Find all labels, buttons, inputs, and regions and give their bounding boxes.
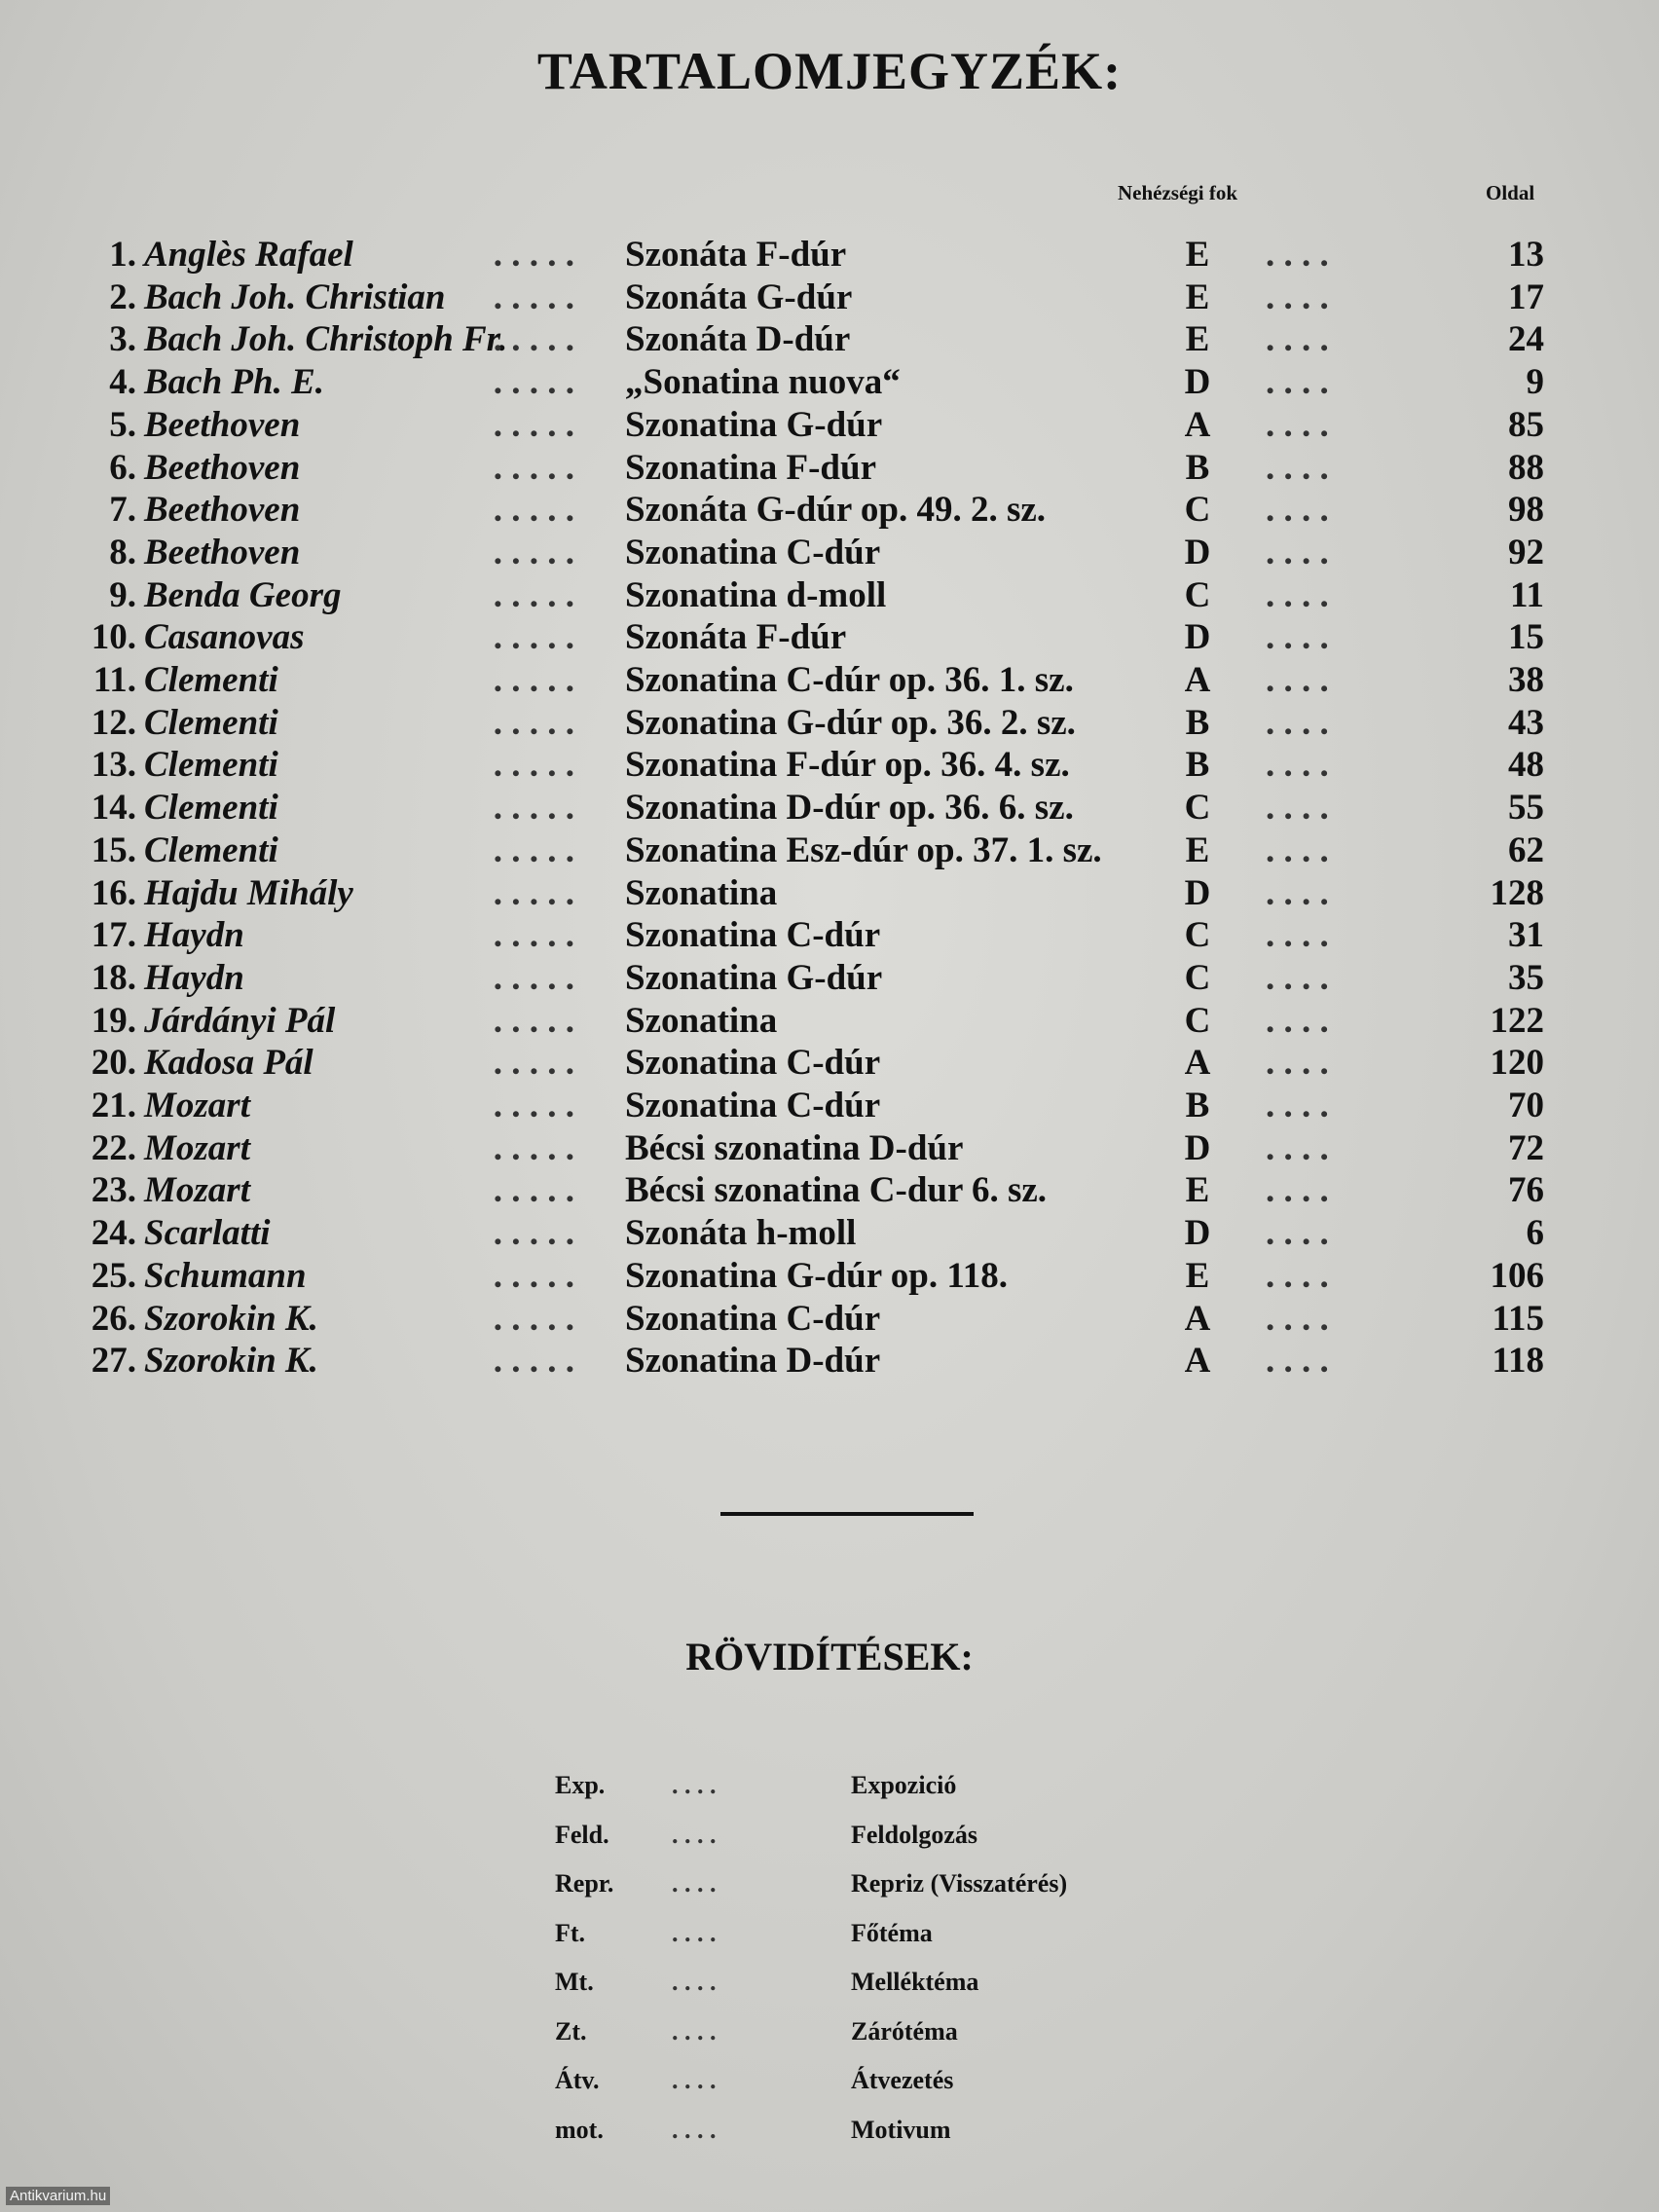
toc-difficulty: C <box>1184 490 1211 531</box>
toc-difficulty: E <box>1185 319 1210 360</box>
leader-dots: . . . . <box>1266 957 1329 998</box>
toc-work: Szonatina C-dúr <box>625 1086 881 1125</box>
toc-row <box>0 1212 1659 1255</box>
toc-work: Szonatina G-dúr <box>625 404 883 445</box>
toc-composer: Beethoven <box>144 404 301 445</box>
toc-page: 6 <box>1526 1213 1544 1254</box>
leader-dots: . . . . <box>1266 1086 1329 1125</box>
toc-number: 16. <box>91 872 136 913</box>
toc-work: Bécsi szonatina C-dur 6. sz. <box>625 1170 1048 1211</box>
leader-dots: . . . . . <box>493 872 574 913</box>
leader-dots: . . . . <box>1266 660 1329 700</box>
toc-page: 98 <box>1508 490 1544 531</box>
toc-row <box>0 404 1659 447</box>
toc-row <box>0 1298 1659 1341</box>
toc-row <box>0 532 1659 574</box>
toc-number: 6. <box>109 447 136 488</box>
abbreviation-row <box>0 1914 1659 1953</box>
leader-dots: . . . . <box>1266 362 1329 403</box>
toc-row <box>0 276 1659 319</box>
toc-work: Szonatina F-dúr op. 36. 4. sz. <box>625 745 1070 786</box>
leader-dots: . . . . <box>1266 1298 1329 1339</box>
leader-dots: . . . . <box>1266 702 1329 743</box>
leader-dots: . . . . <box>672 2016 717 2046</box>
leader-dots: . . . . . <box>493 1298 574 1339</box>
leader-dots: . . . . <box>1266 490 1329 531</box>
toc-composer: Haydn <box>144 957 244 998</box>
toc-composer: Bach Joh. Christian <box>144 276 446 317</box>
toc-difficulty: D <box>1184 872 1211 913</box>
leader-dots: . . . . . <box>493 1000 574 1041</box>
abbreviation-key: Repr. <box>555 1869 614 1898</box>
leader-dots: . . . . <box>1266 617 1329 658</box>
leader-dots: . . . . <box>1266 788 1329 829</box>
toc-difficulty: C <box>1184 915 1211 956</box>
leader-dots: . . . . <box>672 2066 717 2094</box>
leader-dots: . . . . <box>1266 235 1329 275</box>
toc-work: Szonáta G-dúr op. 49. 2. sz. <box>625 490 1047 531</box>
toc-work: Szonáta h-moll <box>625 1213 857 1254</box>
abbreviation-value: Feldolgozás <box>851 1820 977 1849</box>
toc-work: Szonatina Esz-dúr op. 37. 1. sz. <box>625 830 1102 870</box>
toc-page: 55 <box>1508 788 1544 829</box>
leader-dots: . . . . <box>1266 574 1329 615</box>
leader-dots: . . . . . <box>493 235 574 275</box>
toc-work: Szonatina G-dúr <box>625 957 883 998</box>
leader-dots: . . . . . <box>493 490 574 531</box>
abbreviation-row <box>0 2012 1659 2051</box>
toc-page: 76 <box>1508 1170 1544 1211</box>
toc-difficulty: C <box>1184 788 1211 829</box>
toc-work: Szonatina C-dúr <box>625 532 881 572</box>
toc-composer: Haydn <box>144 915 244 956</box>
toc-composer: Beethoven <box>144 447 301 488</box>
toc-work: Szonatina G-dúr op. 36. 2. sz. <box>625 702 1076 743</box>
toc-page: 35 <box>1508 957 1544 998</box>
toc-page: 17 <box>1508 276 1544 317</box>
toc-number: 13. <box>91 745 136 786</box>
toc-composer: Járdányi Pál <box>144 1000 336 1041</box>
toc-difficulty: A <box>1184 1298 1211 1339</box>
toc-number: 5. <box>109 404 136 445</box>
toc-composer: Schumann <box>144 1255 307 1296</box>
leader-dots: . . . . . <box>493 1127 574 1168</box>
toc-number: 19. <box>91 1000 136 1041</box>
leader-dots: . . . . <box>1266 915 1329 956</box>
toc-row <box>0 830 1659 872</box>
abbreviation-row <box>0 1816 1659 1855</box>
toc-composer: Beethoven <box>144 490 301 531</box>
abbreviation-key: Átv. <box>555 2066 600 2094</box>
toc-number: 3. <box>109 319 136 360</box>
toc-work: Szonatina C-dúr <box>625 1298 881 1339</box>
toc-page: 118 <box>1492 1341 1544 1382</box>
leader-dots: . . . . . <box>493 574 574 615</box>
leader-dots: . . . . <box>1266 1341 1329 1382</box>
toc-number: 10. <box>91 617 136 658</box>
toc-number: 20. <box>91 1043 136 1084</box>
leader-dots: . . . . <box>672 1918 717 1947</box>
toc-row <box>0 1000 1659 1043</box>
toc-row <box>0 1085 1659 1127</box>
leader-dots: . . . . . <box>493 532 574 572</box>
toc-number: 12. <box>91 702 136 743</box>
toc-difficulty: E <box>1185 1255 1210 1296</box>
toc-composer: Hajdu Mihály <box>144 872 353 913</box>
toc-page: 128 <box>1490 872 1544 913</box>
toc-row <box>0 489 1659 532</box>
toc-number: 24. <box>91 1213 136 1254</box>
toc-work: Bécsi szonatina D-dúr <box>625 1127 964 1168</box>
toc-work: Szonatina D-dúr <box>625 1341 881 1382</box>
leader-dots: . . . . <box>1266 830 1329 870</box>
leader-dots: . . . . <box>1266 1043 1329 1084</box>
leader-dots: . . . . . <box>493 404 574 445</box>
section-divider <box>720 1512 974 1516</box>
toc-difficulty: D <box>1184 1127 1211 1168</box>
leader-dots: . . . . <box>672 1820 717 1849</box>
toc-number: 2. <box>109 276 136 317</box>
toc-composer: Szorokin K. <box>144 1298 318 1339</box>
leader-dots: . . . . . <box>493 1170 574 1211</box>
toc-number: 23. <box>91 1170 136 1211</box>
toc-number: 8. <box>109 532 136 572</box>
leader-dots: . . . . . <box>493 1255 574 1296</box>
toc-composer: Scarlatti <box>144 1213 271 1254</box>
leader-dots: . . . . . <box>493 745 574 786</box>
toc-row <box>0 787 1659 830</box>
toc-page: 24 <box>1508 319 1544 360</box>
toc-row <box>0 616 1659 659</box>
leader-dots: . . . . <box>672 1968 717 1996</box>
toc-composer: Benda Georg <box>144 574 342 615</box>
toc-difficulty: B <box>1185 745 1210 786</box>
leader-dots: . . . . <box>1266 1000 1329 1041</box>
leader-dots: . . . . . <box>493 702 574 743</box>
toc-work: Szonatina d-moll <box>625 574 887 615</box>
leader-dots: . . . . <box>1266 447 1329 488</box>
toc-row <box>0 1255 1659 1298</box>
leader-dots: . . . . . <box>493 319 574 360</box>
leader-dots: . . . . <box>1266 1213 1329 1254</box>
toc-composer: Clementi <box>144 702 278 743</box>
leader-dots: . . . . . <box>493 788 574 829</box>
watermark: Antikvarium.hu <box>6 2187 110 2205</box>
toc-composer: Szorokin K. <box>144 1341 318 1382</box>
toc-difficulty: E <box>1185 830 1210 870</box>
toc-row <box>0 361 1659 404</box>
toc-composer: Mozart <box>144 1086 250 1125</box>
toc-page: 43 <box>1508 702 1544 743</box>
abbreviation-key: Zt. <box>555 2016 587 2046</box>
leader-dots: . . . . <box>1266 532 1329 572</box>
abbreviation-row <box>0 1864 1659 1903</box>
toc-composer: Clementi <box>144 745 278 786</box>
toc-difficulty: D <box>1184 617 1211 658</box>
toc-composer: Bach Ph. E. <box>144 362 325 403</box>
abbreviation-row <box>0 2061 1659 2100</box>
toc-difficulty: C <box>1184 1000 1211 1041</box>
leader-dots: . . . . . <box>493 276 574 317</box>
toc-page: 48 <box>1508 745 1544 786</box>
toc-work: Szonatina <box>625 1000 778 1041</box>
leader-dots: . . . . <box>672 1771 717 1799</box>
toc-page: 70 <box>1508 1086 1544 1125</box>
toc-composer: Bach Joh. Christoph Fr. <box>144 319 508 360</box>
toc-number: 25. <box>91 1255 136 1296</box>
abbreviation-key: mot. <box>555 2115 604 2144</box>
leader-dots: . . . . <box>1266 276 1329 317</box>
toc-number: 11. <box>92 660 136 700</box>
toc-row <box>0 318 1659 361</box>
toc-number: 21. <box>91 1086 136 1125</box>
toc-number: 18. <box>91 957 136 998</box>
leader-dots: . . . . <box>672 2115 717 2144</box>
toc-page: 15 <box>1508 617 1544 658</box>
abbreviation-row <box>0 1766 1659 1805</box>
toc-composer: Beethoven <box>144 532 301 572</box>
toc-difficulty: C <box>1184 574 1211 615</box>
toc-work: Szonatina C-dúr <box>625 1043 881 1084</box>
toc-page: 13 <box>1508 235 1544 275</box>
toc-number: 1. <box>109 235 136 275</box>
leader-dots: . . . . <box>672 1869 717 1898</box>
toc-row <box>0 1169 1659 1212</box>
leader-dots: . . . . . <box>493 617 574 658</box>
page-column-header: Oldal <box>1486 181 1535 204</box>
toc-difficulty: A <box>1184 404 1211 445</box>
toc-number: 22. <box>91 1127 136 1168</box>
leader-dots: . . . . . <box>493 447 574 488</box>
toc-page: 9 <box>1526 362 1544 403</box>
toc-composer: Anglès Rafael <box>144 235 353 275</box>
leader-dots: . . . . <box>1266 872 1329 913</box>
toc-number: 17. <box>91 915 136 956</box>
toc-row <box>0 914 1659 957</box>
toc-page: 92 <box>1508 532 1544 572</box>
toc-difficulty: A <box>1184 1043 1211 1084</box>
abbreviation-value: Melléktéma <box>851 1968 979 1996</box>
leader-dots: . . . . . <box>493 957 574 998</box>
toc-difficulty: E <box>1185 1170 1210 1211</box>
toc-composer: Mozart <box>144 1127 250 1168</box>
toc-difficulty: B <box>1185 447 1210 488</box>
abbreviation-value: Repriz (Visszatérés) <box>851 1869 1068 1898</box>
toc-number: 7. <box>109 490 136 531</box>
abbreviation-value: Főtéma <box>851 1918 933 1947</box>
toc-composer: Clementi <box>144 830 278 870</box>
toc-work: Szonatina <box>625 872 778 913</box>
toc-page: 120 <box>1490 1043 1544 1084</box>
abbreviation-key: Feld. <box>555 1820 609 1849</box>
abbreviation-value: Expozició <box>851 1771 957 1799</box>
toc-difficulty: D <box>1184 362 1211 403</box>
page-title: TARTALOMJEGYZÉK: <box>536 42 1123 100</box>
toc-composer: Casanovas <box>144 617 305 658</box>
toc-row <box>0 1042 1659 1085</box>
toc-page: 62 <box>1508 830 1544 870</box>
toc-row <box>0 1127 1659 1170</box>
toc-difficulty: B <box>1185 1086 1210 1125</box>
leader-dots: . . . . . <box>493 1213 574 1254</box>
abbreviation-key: Exp. <box>555 1771 606 1799</box>
leader-dots: . . . . . <box>493 1086 574 1125</box>
leader-dots: . . . . <box>1266 1170 1329 1211</box>
toc-page: 72 <box>1508 1127 1544 1168</box>
toc-composer: Clementi <box>144 788 278 829</box>
leader-dots: . . . . <box>1266 1127 1329 1168</box>
toc-page: 106 <box>1490 1255 1544 1296</box>
toc-difficulty: E <box>1185 276 1210 317</box>
toc-difficulty: C <box>1184 957 1211 998</box>
toc-composer: Clementi <box>144 660 278 700</box>
toc-row <box>0 744 1659 787</box>
toc-difficulty: D <box>1184 1213 1211 1254</box>
toc-page: 122 <box>1490 1000 1544 1041</box>
leader-dots: . . . . . <box>493 660 574 700</box>
toc-page: 11 <box>1510 574 1544 615</box>
toc-difficulty: A <box>1184 660 1211 700</box>
toc-work: Szonatina G-dúr op. 118. <box>625 1255 1009 1296</box>
toc-work: Szonatina C-dúr <box>625 915 881 956</box>
toc-number: 15. <box>91 830 136 870</box>
toc-difficulty: D <box>1184 532 1211 572</box>
leader-dots: . . . . <box>1266 319 1329 360</box>
abbreviation-value: Zárótéma <box>851 2016 958 2046</box>
abbreviation-value: Motivum <box>851 2115 951 2144</box>
abbreviation-value: Átvezetés <box>851 2066 954 2094</box>
leader-dots: . . . . . <box>493 362 574 403</box>
toc-number: 9. <box>109 574 136 615</box>
abbreviation-row <box>0 2111 1659 2150</box>
leader-dots: . . . . <box>1266 745 1329 786</box>
leader-dots: . . . . . <box>493 830 574 870</box>
toc-row <box>0 1340 1659 1382</box>
abbreviation-key: Mt. <box>555 1968 594 1996</box>
toc-page: 38 <box>1508 660 1544 700</box>
leader-dots: . . . . <box>1266 404 1329 445</box>
toc-difficulty: B <box>1185 702 1210 743</box>
toc-difficulty: A <box>1184 1341 1211 1382</box>
toc-number: 26. <box>91 1298 136 1339</box>
toc-work: Szonáta D-dúr <box>625 319 851 360</box>
leader-dots: . . . . . <box>493 1043 574 1084</box>
abbreviation-key: Ft. <box>555 1918 586 1947</box>
toc-work: „Sonatina nuova“ <box>625 362 901 403</box>
toc-row <box>0 574 1659 617</box>
toc-page: 88 <box>1508 447 1544 488</box>
toc-number: 14. <box>91 788 136 829</box>
toc-work: Szonáta F-dúr <box>625 617 847 658</box>
toc-row <box>0 957 1659 1000</box>
toc-work: Szonatina F-dúr <box>625 447 877 488</box>
abbreviation-row <box>0 1963 1659 2002</box>
toc-composer: Mozart <box>144 1170 250 1211</box>
toc-row <box>0 447 1659 490</box>
toc-number: 27. <box>91 1341 136 1382</box>
toc-work: Szonatina C-dúr op. 36. 1. sz. <box>625 660 1074 700</box>
toc-row <box>0 659 1659 702</box>
toc-work: Szonáta G-dúr <box>625 276 853 317</box>
leader-dots: . . . . . <box>493 1341 574 1382</box>
toc-page: 85 <box>1508 404 1544 445</box>
toc-work: Szonáta F-dúr <box>625 235 847 275</box>
toc-row <box>0 872 1659 915</box>
toc-row <box>0 234 1659 276</box>
toc-page: 31 <box>1508 915 1544 956</box>
toc-difficulty: E <box>1185 235 1210 275</box>
abbreviations-title: RÖVIDÍTÉSEK: <box>685 1635 974 1678</box>
toc-work: Szonatina D-dúr op. 36. 6. sz. <box>625 788 1074 829</box>
toc-row <box>0 702 1659 745</box>
toc-number: 4. <box>109 362 136 403</box>
difficulty-column-header: Nehézségi fok <box>1118 181 1238 204</box>
leader-dots: . . . . . <box>493 915 574 956</box>
leader-dots: . . . . <box>1266 1255 1329 1296</box>
toc-page: 115 <box>1492 1298 1544 1339</box>
toc-composer: Kadosa Pál <box>144 1043 313 1084</box>
